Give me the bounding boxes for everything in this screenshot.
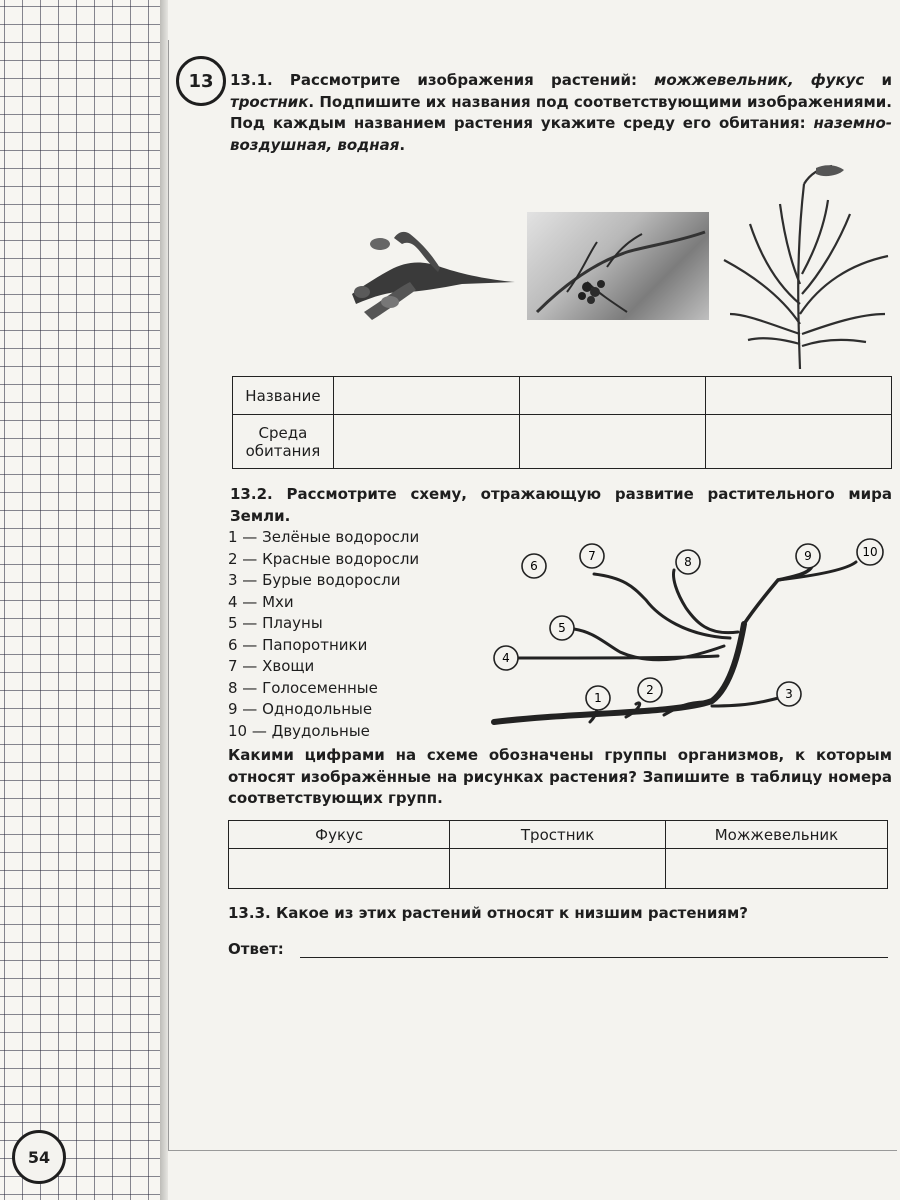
legend-item: 6 — Папоротники [228, 635, 368, 654]
task-13-2-question: Какими цифрами на схеме обозначены группы организмов, к которым относят изображённые на рисунках растения? Запишите в таблицу номера соответствующих групп. [228, 746, 892, 807]
plants-habitat-table [232, 376, 892, 469]
cell-habitat-1[interactable] [333, 415, 519, 469]
task-13-1-label: 13.1. [230, 71, 273, 89]
svg-text:7: 7 [588, 549, 596, 563]
groups-legend [228, 527, 419, 742]
answer-input[interactable] [300, 940, 892, 960]
cell-fucus-group[interactable] [229, 849, 450, 889]
cell-habitat-3[interactable] [705, 415, 891, 469]
juniper-image [527, 212, 709, 320]
cell-name-1[interactable] [333, 377, 519, 415]
cell-habitat-2[interactable] [519, 415, 705, 469]
book-spine-shadow [160, 0, 168, 1200]
svg-text:4: 4 [502, 651, 510, 665]
legend-item: 1 — Зелёные водоросли [228, 528, 420, 546]
tree-node-6 [522, 554, 546, 578]
task-13-3-text: 13.3. Какое из этих растений относят к низшим растениям? [228, 904, 748, 922]
row-label-habitat: Среда обитания [233, 415, 334, 469]
cell-juniper-group[interactable] [665, 849, 887, 889]
tree-node-9 [796, 544, 820, 568]
svg-text:3: 3 [785, 687, 793, 701]
header-reed: Тростник [450, 821, 666, 849]
legend-item: 4 — Мхи [228, 592, 294, 611]
legend-item: 2 — Красные водоросли [228, 549, 420, 568]
row-label-name: Название [233, 377, 334, 415]
tree-node-2 [638, 678, 662, 702]
plant-list: можжевельник, фукус [654, 71, 865, 89]
answer-label: Ответ: [228, 940, 284, 958]
svg-text:10: 10 [862, 545, 878, 559]
graph-paper-margin [0, 0, 162, 1200]
fucus-image [350, 222, 520, 322]
habitat-list: наземно-воздушная, водная [230, 114, 892, 154]
tree-branches [494, 560, 856, 722]
tree-node-8 [676, 550, 700, 574]
plant-evolution-tree [486, 536, 890, 736]
tree-node-3 [777, 682, 801, 706]
task-13-2-label: 13.2. [230, 485, 273, 503]
plant-reed-name: тростник [230, 92, 309, 111]
task-13-3-label: 13.3. [228, 904, 271, 922]
svg-text:9: 9 [804, 549, 812, 563]
legend-item: 9 — Однодольные [228, 700, 373, 718]
legend-item: 8 — Голосеменные [228, 678, 378, 697]
legend-item: 10 — Двудольные [228, 721, 370, 740]
svg-text:5: 5 [558, 621, 566, 635]
svg-text:8: 8 [684, 555, 692, 569]
legend-item: 7 — Хвощи [228, 657, 315, 675]
cell-name-3[interactable] [705, 377, 891, 415]
question-number-badge: 13 [176, 56, 226, 106]
svg-text:2: 2 [646, 683, 654, 697]
task-13-1-text: 13.1. Рассмотрите изображения растений: можжевельник, фукус и тростник. Подпишите их названия под соответствующими изображениями. Под каждым названием растения укажите среду его обитания: наземно-воздушная, водная. [230, 71, 893, 154]
tree-node-5 [550, 616, 574, 640]
svg-text:6: 6 [530, 559, 538, 573]
tree-node-7 [580, 544, 604, 568]
header-juniper: Можжевельник [665, 821, 887, 849]
reed-image [720, 164, 895, 369]
legend-item: 5 — Плауны [228, 614, 323, 632]
cell-reed-group[interactable] [450, 849, 666, 889]
tree-node-1 [586, 686, 610, 710]
task-13-2-text: 13.2. Рассмотрите схему, отражающую развитие растительного мира Земли. [230, 485, 892, 525]
cell-name-2[interactable] [519, 377, 705, 415]
header-fucus: Фукус [229, 821, 450, 849]
legend-item: 3 — Бурые водоросли [228, 571, 401, 589]
tree-node-10 [857, 539, 883, 565]
svg-text:1: 1 [594, 691, 602, 705]
tree-node-4 [494, 646, 518, 670]
group-numbers-table [228, 820, 888, 889]
page-number: 54 [12, 1130, 66, 1184]
tree-nodes [494, 539, 883, 710]
